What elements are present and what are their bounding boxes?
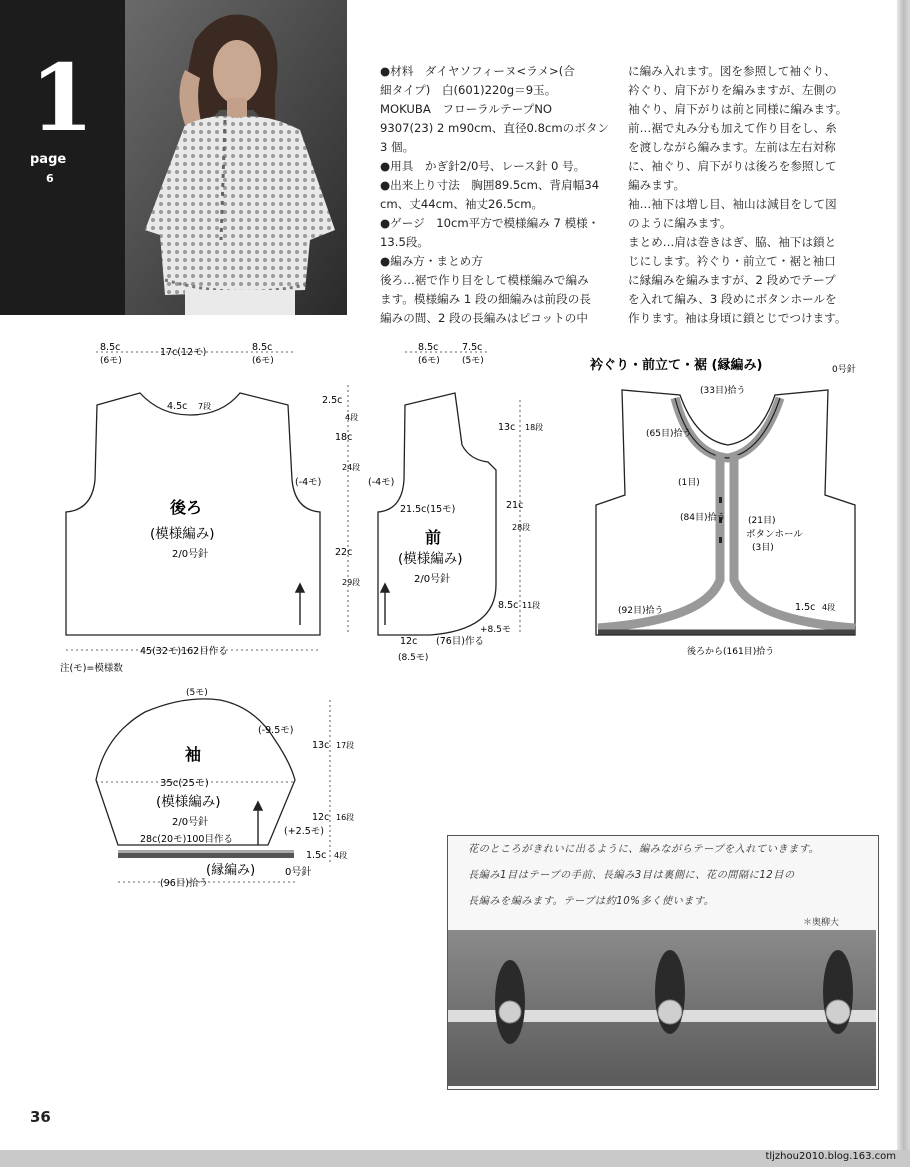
border-neck-pick: (33目)拾う [700, 386, 746, 396]
text-line: じにします。衿ぐり・前立て・裾と袖口 [628, 254, 836, 268]
text-line: 細タイプ) 白(601)220g＝9玉。 [380, 83, 557, 97]
text-line: 3 個。 [380, 140, 415, 154]
text-line: 9307(23) 2 m90cm、直径0.8cmのボタン [380, 121, 610, 135]
text-line: cm、丈44cm、袖丈26.5cm。 [380, 197, 544, 211]
caption-line-1: 花のところがきれいに出るように、編みながらテープを入れていきます。 [468, 844, 820, 855]
text-line: ●用具 かぎ針2/0号、レース針 0 号。 [380, 159, 586, 173]
text-line: 袖…袖下は増し目、袖山は減目をして図 [628, 197, 837, 211]
instructions-text-column [628, 62, 866, 328]
sleeve-title: 袖 [185, 745, 202, 764]
text-line: 編みます。 [628, 178, 686, 192]
back-title: 後ろ [170, 498, 203, 517]
sleeve-edge-rows: 4段 [334, 851, 348, 860]
front-inc-label: +8.5モ [480, 625, 511, 635]
border-height: 1.5c [795, 602, 816, 613]
page-edge-shadow [897, 0, 910, 1150]
sleeve-cap-dec: (-9.5モ) [258, 725, 294, 736]
watermark: tljzhou2010.blog.163.com [765, 1151, 896, 1162]
front-curve-rows: 11段 [522, 601, 541, 610]
front-curve-label: 8.5c [498, 600, 519, 611]
text-line: に、袖ぐり、肩下がりは後ろを参照して [628, 159, 837, 173]
text-line: ●材料 ダイヤソフィーヌ<ラメ>(合 [380, 64, 575, 78]
page-label: page [30, 152, 67, 167]
back-dim-center: 17c(12モ) [160, 347, 207, 358]
materials-text-column [380, 62, 612, 328]
text-line: まとめ…肩は巻きはぎ、脇、袖下は鎖と [628, 235, 837, 249]
back-dim-left-sub: (6モ) [100, 356, 122, 366]
front-pattern: (模様編み) [398, 551, 463, 567]
caption-line-3: 長編みを編みます。テープは約10%多く使います。 [468, 896, 715, 907]
front-dim-left: 8.5c [418, 342, 439, 353]
text-line: MOKUBA フローラルテープNO [380, 102, 553, 116]
text-line: 前…裾で丸み分も加えて作り目をし、糸 [628, 121, 837, 135]
text-line: のように編みます。 [628, 216, 732, 230]
border-band [598, 398, 855, 632]
sleeve-side-label: 12c [312, 812, 330, 823]
border-outline [596, 390, 855, 635]
front-side-rows: 28段 [512, 523, 531, 532]
sleeve-inc-label: (+2.5モ) [284, 826, 324, 837]
pattern-number: 1 [30, 44, 95, 152]
text-line: 作ります。袖は身頃に鎖とじでつけます。 [628, 311, 847, 325]
border-buttonhole: ボタンホール [746, 529, 803, 540]
back-needle: 2/0号針 [172, 549, 209, 560]
front-mid-label: 21.5c(15モ) [400, 504, 456, 515]
front-dim-right-sub: (5モ) [462, 356, 484, 366]
sleeve-needle: 2/0号針 [172, 817, 209, 828]
schematic-diagrams [0, 320, 897, 895]
back-body-label: 22c [335, 547, 353, 558]
sleeve-cuff-label: 28c(20モ)100目作る [140, 834, 233, 845]
border-title: 衿ぐり・前立て・裾 (縁編み) [590, 358, 763, 373]
text-line: 後ろ…裾で作り目をして模様編みで編み [380, 273, 589, 287]
sleeve-side-rows: 16段 [336, 813, 355, 822]
text-line: 袖ぐり、肩下がりは前と同様に編みます。 [628, 102, 848, 116]
front-bottom-count: (76目)作る [436, 636, 485, 647]
back-dec-label: (-4モ) [295, 477, 322, 488]
text-line: 衿ぐり、肩下がりを編みますが、左側の [628, 83, 837, 97]
front-neck-rows: 18段 [525, 423, 544, 432]
text-line: 編みの間、2 段の長編みはピコットの中 [380, 311, 588, 325]
front-dim-left-sub: (6モ) [418, 356, 440, 366]
front-bottom-sub: (8.5モ) [398, 653, 429, 663]
border-pick21: (21目) [748, 516, 776, 526]
front-neck-label: 13c [498, 422, 516, 433]
back-neck-label: 4.5c [167, 401, 188, 412]
border-height-rows: 4段 [822, 603, 836, 612]
text-line: ●編み方・まとめ方 [380, 254, 483, 268]
border-pick92: (92目)拾う [618, 606, 664, 616]
border-one: (1目) [678, 478, 700, 488]
text-line: ●ゲージ 10cm平方で模様編み 7 模様・ [380, 216, 600, 230]
back-pattern: (模様編み) [150, 526, 215, 542]
sleeve-edge-band [118, 853, 294, 858]
text-line: ●出来上り寸法 胸囲89.5cm、背肩幅34 [380, 178, 600, 192]
border-three: (3目) [752, 543, 774, 553]
sleeve-edge-title: (縁編み) [206, 863, 256, 878]
ribbon-photo [448, 930, 876, 1086]
sleeve-edge-needle: 0号針 [285, 867, 312, 878]
page-reference: 6 [46, 172, 54, 185]
text-line: を渡しながら編みます。左前は左右対称 [628, 140, 836, 154]
text-line: に編み入れます。図を参照して袖ぐり、 [628, 64, 836, 78]
back-neck-rows: 7段 [198, 402, 212, 411]
back-dim-right-sub: (6モ) [252, 356, 274, 366]
front-side-label: 21c [506, 500, 524, 511]
border-pick65: (65目)拾う [646, 429, 692, 439]
back-shoulder-label: 2.5c [322, 395, 343, 406]
back-body-rows: 29段 [342, 578, 361, 587]
border-pick84: (84目)拾う [680, 513, 726, 523]
back-armhole-rows: 24段 [342, 463, 361, 472]
back-armhole-label: 18c [335, 432, 353, 443]
text-line: 13.5段。 [380, 235, 430, 249]
sleeve-cap-rows: 17段 [336, 741, 355, 750]
sleeve-top-label: (5モ) [186, 688, 208, 698]
page-number: 36 [30, 1108, 51, 1126]
back-dim-right: 8.5c [252, 342, 273, 353]
back-dim-left: 8.5c [100, 342, 121, 353]
sleeve-pattern: (模様編み) [156, 794, 221, 810]
border-needle: 0号針 [832, 365, 856, 375]
front-dec-label: (-4モ) [368, 477, 395, 488]
border-back-pick: 後ろから(161目)拾う [687, 647, 775, 657]
sleeve-pickup-label: (96目)拾う [160, 878, 209, 889]
front-dim-right: 7.5c [462, 342, 483, 353]
text-line: を入れて編み、3 段めにボタンホールを [628, 292, 837, 306]
caption-credit: ＊奥柳大 [803, 918, 840, 928]
sleeve-edge-label: 1.5c [306, 850, 327, 861]
text-line: に縁編みを編みますが、2 段めでテープ [628, 273, 836, 287]
model-photo [125, 0, 347, 315]
caption-line-2: 長編み1目はテープの手前、長編み3目は裏側に、花の間隔に12目の [468, 870, 795, 881]
sleeve-cap-label: 13c [312, 740, 330, 751]
front-title: 前 [425, 528, 442, 547]
legend-note: 注(モ)=模様数 [60, 663, 123, 674]
back-bottom-label: 45(32モ)162目作る [140, 646, 228, 657]
sleeve-width-label: 35c(25モ) [160, 778, 209, 789]
front-bottom-width: 12c [400, 636, 418, 647]
text-line: ます。模様編み 1 段の細編みは前段の長 [380, 292, 591, 306]
front-needle: 2/0号針 [414, 574, 451, 585]
back-shoulder-rows: 4段 [345, 413, 359, 422]
